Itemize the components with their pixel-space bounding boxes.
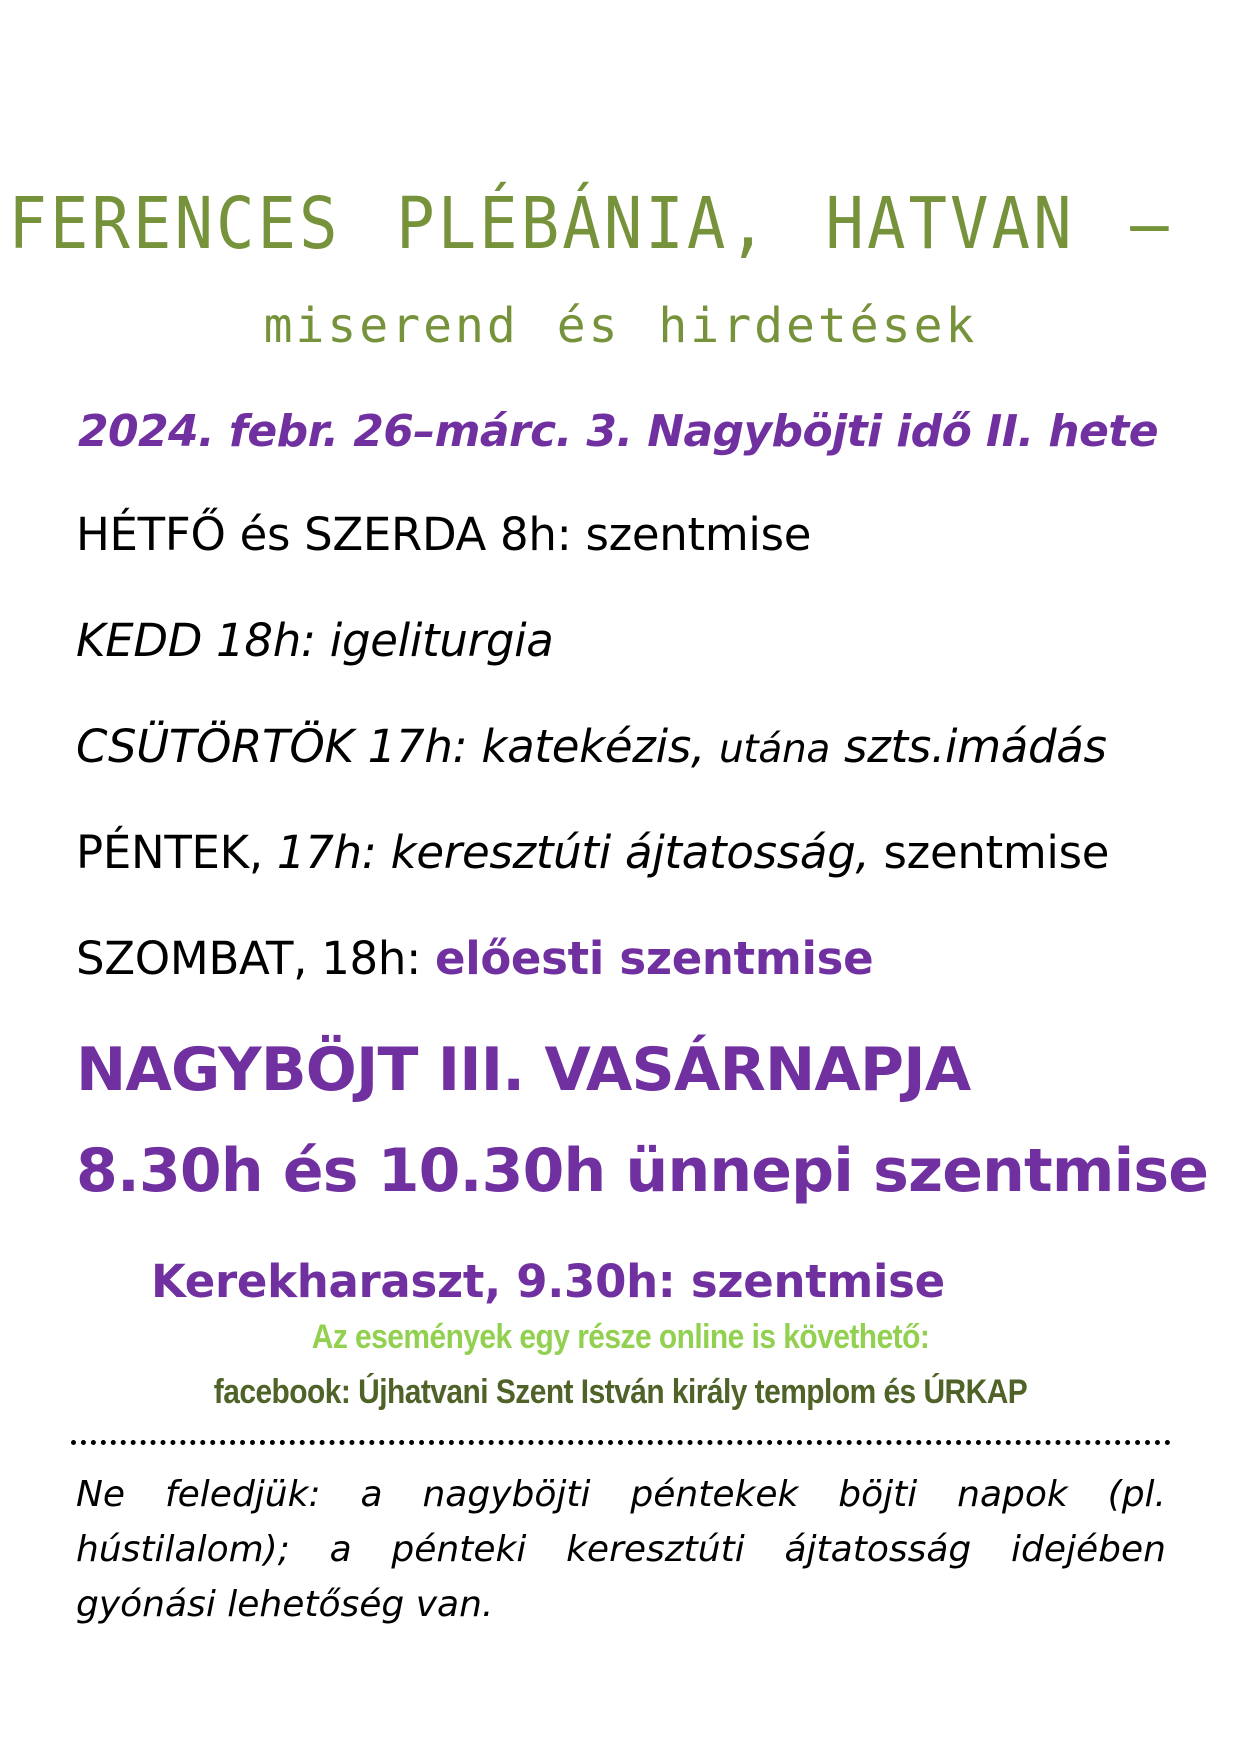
schedule-monday-wednesday: HÉTFŐ és SZERDA 8h: szentmise: [76, 508, 812, 561]
schedule-thursday-small: utána: [719, 727, 831, 772]
schedule-friday-middle: 17h: keresztúti ájtatosság,: [276, 826, 870, 879]
schedule-saturday-highlight: előesti szentmise: [434, 932, 874, 985]
schedule-saturday: [76, 932, 873, 985]
page-title: FERENCES PLÉBÁNIA, HATVAN –: [8, 183, 1172, 266]
schedule-thursday-main: CSÜTÖRTÖK 17h: katekézis,: [76, 720, 705, 773]
schedule-friday-rest: szentmise: [883, 826, 1110, 879]
facebook-notice: facebook: Újhatvani Szent István király templom és ÚRKAP: [213, 1373, 1028, 1411]
sunday-title: NAGYBÖJT III. VASÁRNAPJA: [76, 1035, 971, 1105]
fasting-note: Ne feledjük: a nagyböjti péntekek böjti napok (pl. hústilalom); a pénteki keresztúti ájtatosság idejében gyónási lehetőség van.: [76, 1474, 1166, 1625]
dotted-divider: [71, 1440, 1171, 1445]
online-notice: Az események egy része online is követhető:: [311, 1318, 930, 1356]
schedule-friday: [76, 826, 1109, 879]
kerekharaszt-mass: Kerekharaszt, 9.30h: szentmise: [151, 1255, 945, 1308]
week-heading: 2024. febr. 26–márc. 3. Nagyböjti idő II. hete: [78, 406, 1158, 457]
page-subtitle: miserend és hirdetések: [263, 298, 978, 354]
schedule-tuesday: KEDD 18h: igeliturgia: [76, 614, 554, 667]
schedule-friday-day: PÉNTEK,: [76, 826, 263, 879]
schedule-thursday: [76, 720, 1107, 773]
schedule-thursday-rest: szts.imádás: [844, 720, 1107, 773]
schedule-saturday-day: SZOMBAT, 18h:: [76, 932, 421, 985]
sunday-masses: 8.30h és 10.30h ünnepi szentmise: [76, 1136, 1209, 1206]
